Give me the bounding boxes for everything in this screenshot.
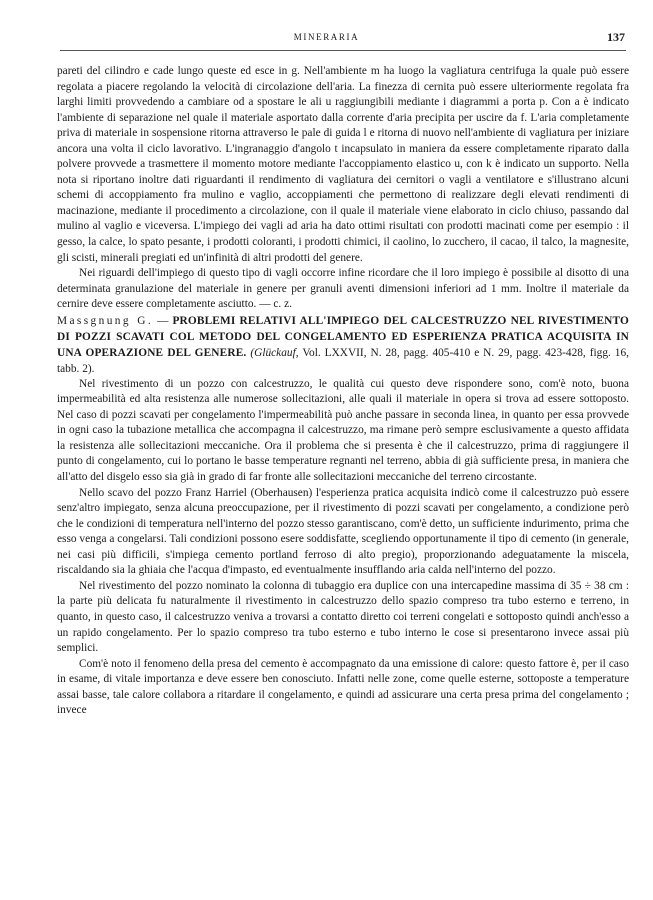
entry-paragraph: Nel rivestimento di un pozzo con calcestruzzo, le qualità cui questo deve rispondere sono, com'è noto, buona impermeabilità ed alta resistenza alle numerose sollecitazioni, alle quali il materiale in opera si trova ad essere sottoposto. Nel caso di pozzi scavati per congelamento l'impermeabilità può anche passare in seconda linea, in quanto per essa provvede in ogni caso la tubazione metallica che accompagna il calcestruzzo, ma rimane però sempre esclusivamente a questo affidata la resistenza alle sollecitazioni meccaniche. Ora il problema che si presenta è che il calcestruzzo, prima di raggiungere il punto di congelamento, cui lo portano le basse temperature regnanti nel terreno, abbia di già sufficiente presa, in maniera che all'atto del disgelo esso sia già in grado di far fronte alle sollecitazioni meccaniche del terreno circostante.	[57, 377, 629, 484]
body-text	[57, 64, 629, 719]
bibliographic-entry-header	[57, 313, 629, 377]
entry-separator: —	[153, 314, 173, 327]
page-number: 137	[607, 30, 625, 44]
previous-article-paragraph: Nei riguardi dell'impiego di questo tipo di vagli occorre infine ricordare che il loro impiego è possibile al disotto di una determinata granulazione del materiale in genere per granuli aventi dimensioni inferiori ad 1 mm. Inoltre il materiale da cernire deve essere completamente asciutto. — c. z.	[57, 267, 629, 311]
entry-paragraph: Nello scavo del pozzo Franz Harriel (Oberhausen) l'esperienza pratica acquisita indicò come il calcestruzzo può essere senz'altro impiegato, senza alcuna preoccupazione, per il rivestimento di pozzi scavati per congelamento, a condizione però che le condizioni di temperatura nell'interno del pozzo stesso garantiscano, com'è detto, un sufficiente indurimento, prima che esso venga a congelarsi. Tali condizioni possono esere soddisfatte, scegliendo opportunamente il tipo di cemento (in generale, nei casi più difficili, s'impiega cemento portland ferroso di alto pregio), proporzionando adeguatamente la miscela, riscaldando sia la ghiaia che l'acqua d'impasto, ed eventualmente insufflando aria calda nell'interno del pozzo.	[57, 486, 629, 577]
running-head	[0, 30, 653, 48]
entry-author: Massgnung G.	[57, 314, 154, 327]
header-rule	[60, 50, 626, 51]
entry-title: PROBLEMI RELATIVI ALL'IMPIEGO DEL CALCESTRUZZO NEL RIVESTIMENTO DI POZZI SCAVATI COL METODO DEL CONGELAMENTO ED ESPERIENZA PRATICA ACQUISITA IN UNA OPERAZIONE DEL GENERE.	[57, 314, 629, 359]
entry-paragraph: Com'è noto il fenomeno della presa del cemento è accompagnato da una emissione di calore: questo fattore è, per il caso in esame, di vitale importanza e deve essere ben conosciuto. Infatti nelle zone, come quelle esterne, sottoposte a temperature assai basse, tale calore collabora a ritardare il congelamento, e quindi ad assicurare una certa presa prima del congelamento ; invece	[57, 657, 629, 717]
entry-citation: Vol. LXXVII, N. 28, pagg. 405-410 e N. 29, pagg. 423-428, figg. 16, tabb. 2).	[57, 346, 629, 375]
entry-paragraph: Nel rivestimento del pozzo nominato la colonna di tubaggio era duplice con una intercapedine massima di 35 ÷ 38 cm : la parte più delicata fu naturalmente il rivestimento in calcestruzzo dello spazio compreso tra tubo esterno e terreno, in quanto, in questo caso, il calcestruzzo veniva a trovarsi a contatto diretto coi terreni congelati e sottoposto quindi anch'esso a un rapido congelamento. Per lo spazio compreso tra tubo esterno e tubo interno le cose si presentarono invece assai più semplici.	[57, 579, 629, 655]
entry-journal: (Glückauf,	[250, 346, 299, 359]
previous-article-paragraph: pareti del cilindro e cade lungo queste ed esce in g. Nell'ambiente m ha luogo la vagliatura centrifuga la quale può essere regolata a piacere regolando la velocità di circolazione dell'aria. La finezza di cernita può essere ulteriormente regolata fra larghi limiti provvedendo a cambiare od a spostare le ali u raggiungibili mediante i diagrammi a porta p. Con a è indicato l'ambiente di separazione nel quale il materiale asportato dalla corrente d'aria precipita per uscire da f. L'aria completamente priva di materiale in sospensione ritorna attraverso le pale di guida l e ritorna di nuovo nell'ambiente di vagliatura per iniziare ancora una volta il ciclo lavorativo. L'ingranaggio d'angolo t incapsulato in maniera da essere completamente riparato dalla polvere provvede a trasmettere il momento motore mediante l'accoppiamento elastico u, con k è indicato un supporto. Nella nota si riportano inoltre dati riguardanti il rendimento di vagliatura dei cernitori o vagli a ventilatore e s'illustrano alcuni schemi di accoppiamento fra mulino e vaglio, accoppiamenti che permettono di realizzare degli elevati rendimenti di macinazione, mediante il procedimento a circolazione, con il quale il materiale viene elaborato in ciclo chiuso, passando dal mulino al vaglio e viceversa. L'impiego dei vagli ad aria ha dato ottimi risultati con prodotti macinati come per esempio : il gesso, la calce, lo spato pesante, i prodotti coloranti, i prodotti chimici, il caolino, lo zucchero, il cacao, il talco, la magnesite, gli scisti, minerali pregiati ed un'infinità di altri prodotti del genere.	[57, 65, 629, 264]
journal-name: MINERARIA	[293, 32, 360, 42]
